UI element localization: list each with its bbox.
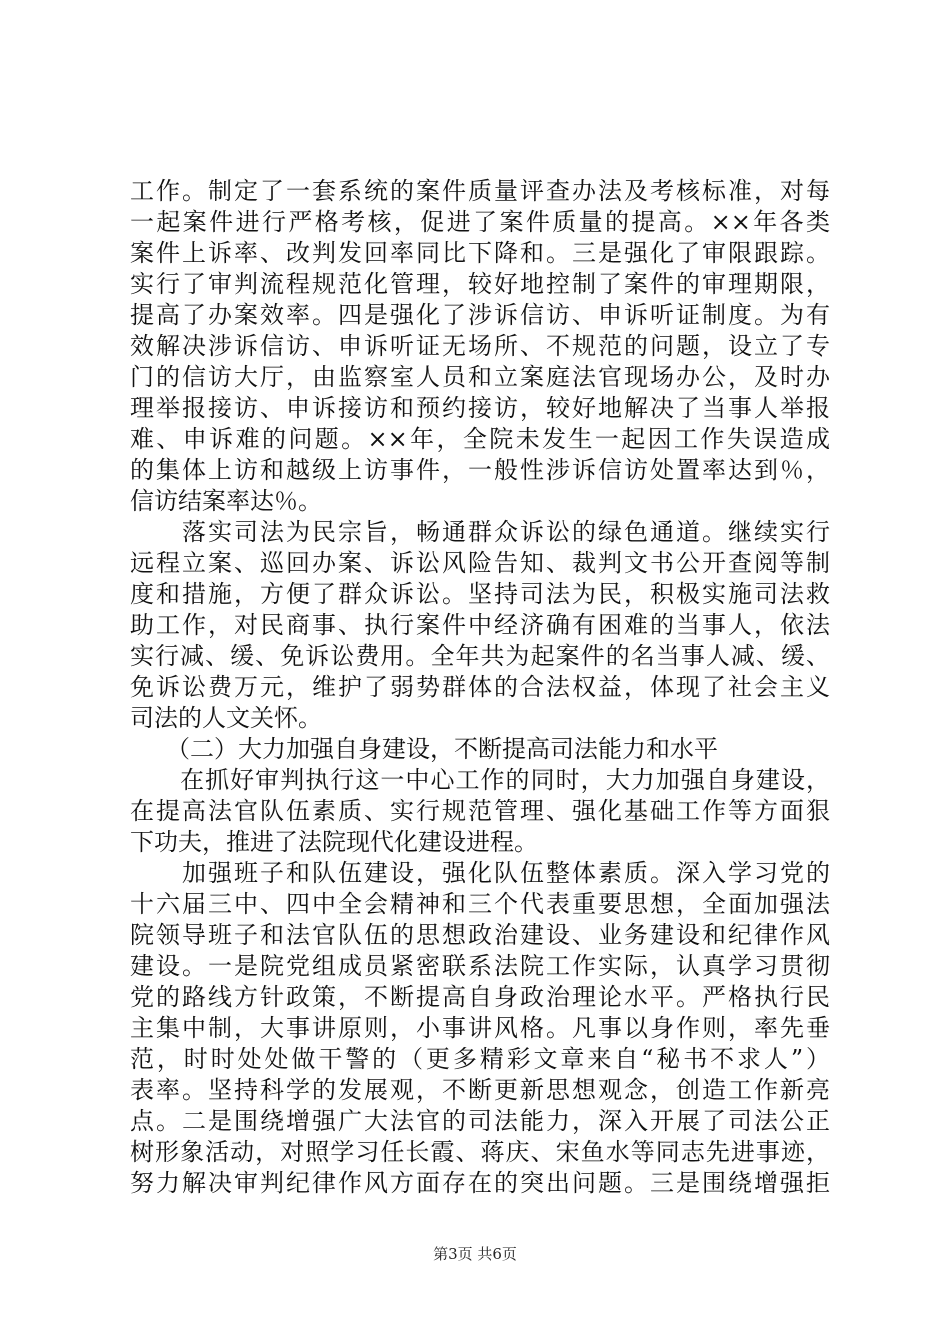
text-line: 司法的人文关怀。 <box>130 704 322 732</box>
text-line: 范，时时处处做干警的（更多精彩文章来自“秘书不求人”） <box>130 1045 830 1073</box>
text-line: 实行减、缓、免诉讼费用。全年共为起案件的名当事人减、缓、 <box>130 642 830 670</box>
text-line: 努力解决审判纪律作风方面存在的突出问题。三是围绕增强拒 <box>130 1169 830 1197</box>
text-line: 在提高法官队伍素质、实行规范管理、强化基础工作等方面狠 <box>130 797 830 825</box>
text-line: 党的路线方针政策，不断提高自身政治理论水平。严格执行民 <box>130 983 830 1011</box>
text-line: 度和措施，方便了群众诉讼。坚持司法为民，积极实施司法救 <box>130 580 830 608</box>
page-footer <box>0 1243 950 1264</box>
text-line: 表率。坚持科学的发展观，不断更新思想观念，创造工作新亮 <box>130 1076 830 1104</box>
text-line: 助工作，对民商事、执行案件中经济确有困难的当事人，依法 <box>130 611 830 639</box>
text-line: 的集体上访和越级上访事件，一般性涉诉信访处置率达到％， <box>130 456 830 484</box>
text-line: 门的信访大厅，由监察室人员和立案庭法官现场办公，及时办 <box>130 363 830 391</box>
text-line: 理举报接访、申诉接访和预约接访，较好地解决了当事人举报 <box>130 394 830 422</box>
text-line: 提高了办案效率。四是强化了涉诉信访、申诉听证制度。为有 <box>130 301 830 329</box>
text-line: 工作。制定了一套系统的案件质量评查办法及考核标准，对每 <box>130 177 830 205</box>
text-line: 效解决涉诉信访、申诉听证无场所、不规范的问题，设立了专 <box>130 332 830 360</box>
text-line: 一起案件进行严格考核，促进了案件质量的提高。××年各类 <box>130 208 830 236</box>
document-body <box>130 176 830 1199</box>
text-line: 树形象活动，对照学习任长霞、蒋庆、宋鱼水等同志先进事迹， <box>130 1138 830 1166</box>
text-line: 实行了审判流程规范化管理，较好地控制了案件的审理期限， <box>130 270 830 298</box>
text-line: 落实司法为民宗旨，畅通群众诉讼的绿色通道。继续实行 <box>130 518 830 546</box>
text-line: 远程立案、巡回办案、诉讼风险告知、裁判文书公开查阅等制 <box>130 549 830 577</box>
text-line: 建设。一是院党组成员紧密联系法院工作实际，认真学习贯彻 <box>130 952 830 980</box>
page-number-label: 第3页 共6页 <box>433 1245 517 1263</box>
text-line: 主集中制，大事讲原则，小事讲风格。凡事以身作则，率先垂 <box>130 1014 830 1042</box>
text-line: 信访结案率达％。 <box>130 487 322 515</box>
text-line: （二）大力加强自身建设，不断提高司法能力和水平 <box>130 735 718 763</box>
text-line: 难、申诉难的问题。××年，全院未发生一起因工作失误造成 <box>130 425 830 453</box>
text-line: 点。二是围绕增强广大法官的司法能力，深入开展了司法公正 <box>130 1107 830 1135</box>
text-line: 案件上诉率、改判发回率同比下降和。三是强化了审限跟踪。 <box>130 239 830 267</box>
text-line: 在抓好审判执行这一中心工作的同时，大力加强自身建设， <box>130 766 830 794</box>
text-line: 院领导班子和法官队伍的思想政治建设、业务建设和纪律作风 <box>130 921 830 949</box>
text-line: 下功夫，推进了法院现代化建设进程。 <box>130 828 538 856</box>
text-line: 免诉讼费万元，维护了弱势群体的合法权益，体现了社会主义 <box>130 673 830 701</box>
text-line: 加强班子和队伍建设，强化队伍整体素质。深入学习党的 <box>130 859 830 887</box>
text-line: 十六届三中、四中全会精神和三个代表重要思想，全面加强法 <box>130 890 830 918</box>
